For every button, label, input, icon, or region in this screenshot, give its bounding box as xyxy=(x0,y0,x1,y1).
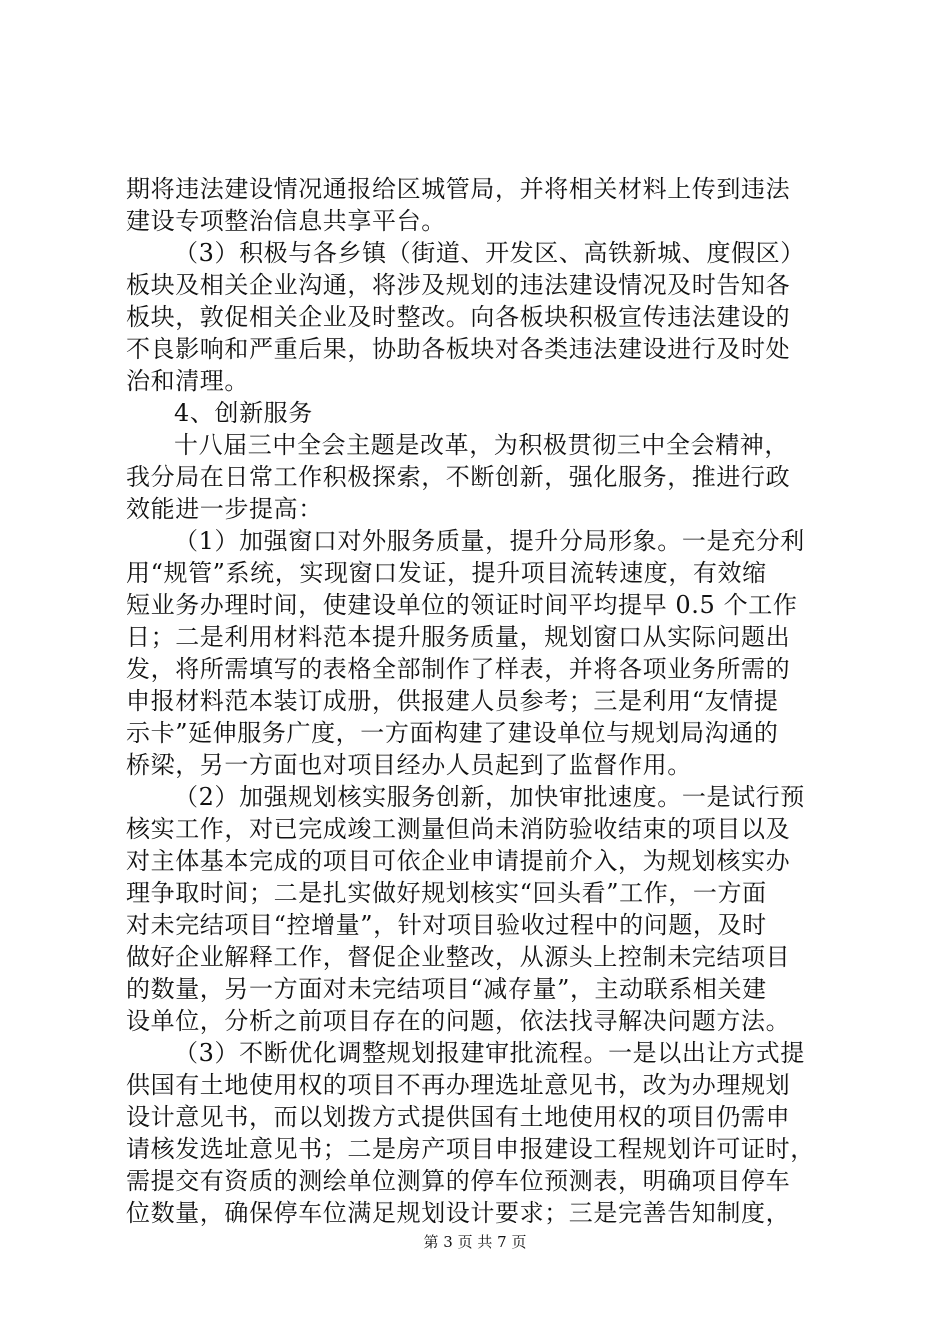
text-line: 用“规管”系统，实现窗口发证，提升项目流转速度，有效缩 xyxy=(126,559,767,587)
text-line: 示卡”延伸服务广度，一方面构建了建设单位与规划局沟通的 xyxy=(126,719,779,747)
text-line: 板块，敦促相关企业及时整改。向各板块积极宣传违法建设的 xyxy=(126,303,791,331)
text-line: （2）加强规划核实服务创新，加快审批速度。一是试行预 xyxy=(174,783,805,811)
section-heading: 4、创新服务 xyxy=(174,399,313,427)
page-number: 第 3 页 共 7 页 xyxy=(423,1233,527,1251)
text-line: 期将违法建设情况通报给区城管局，并将相关材料上传到违法 xyxy=(126,175,791,203)
text-line: 日；二是利用材料范本提升服务质量，规划窗口从实际问题出 xyxy=(126,623,791,651)
text-line: 理争取时间；二是扎实做好规划核实“回头看”工作，一方面 xyxy=(126,879,767,907)
text-line: 治和清理。 xyxy=(126,367,249,395)
text-line: 板块及相关企业沟通，将涉及规划的违法建设情况及时告知各 xyxy=(126,271,791,299)
text-line: 建设专项整治信息共享平台。 xyxy=(126,207,446,235)
text-line: 对主体基本完成的项目可依企业申请提前介入，为规划核实办 xyxy=(126,847,791,875)
text-line: （3）积极与各乡镇（街道、开发区、高铁新城、度假区） xyxy=(174,239,805,267)
text-line: 设单位，分析之前项目存在的问题，依法找寻解决问题方法。 xyxy=(126,1007,791,1035)
text-line: 需提交有资质的测绘单位测算的停车位预测表，明确项目停车 xyxy=(126,1167,791,1195)
text-line: 十八届三中全会主题是改革，为积极贯彻三中全会精神， xyxy=(174,431,789,459)
text-line: 请核发选址意见书；二是房产项目申报建设工程规划许可证时， xyxy=(126,1135,815,1163)
text-line: 设计意见书，而以划拨方式提供国有土地使用权的项目仍需申 xyxy=(126,1103,791,1131)
text-line: （3）不断优化调整规划报建审批流程。一是以出让方式提 xyxy=(174,1039,805,1067)
text-line: （1）加强窗口对外服务质量，提升分局形象。一是充分利 xyxy=(174,527,805,555)
text-line: 短业务办理时间，使建设单位的领证时间平均提早 0.5 个工作 xyxy=(126,591,798,619)
text-line: 不良影响和严重后果，协助各板块对各类违法建设进行及时处 xyxy=(126,335,791,363)
text-line: 位数量，确保停车位满足规划设计要求；三是完善告知制度， xyxy=(126,1199,791,1227)
text-line: 我分局在日常工作积极探索，不断创新，强化服务，推进行政 xyxy=(126,463,791,491)
text-line: 效能进一步提高： xyxy=(126,495,323,523)
text-line: 做好企业解释工作，督促企业整改，从源头上控制未完结项目 xyxy=(126,943,791,971)
text-line: 的数量，另一方面对未完结项目“减存量”，主动联系相关建 xyxy=(126,975,767,1003)
text-line: 供国有土地使用权的项目不再办理选址意见书，改为办理规划 xyxy=(126,1071,791,1099)
text-line: 发，将所需填写的表格全部制作了样表，并将各项业务所需的 xyxy=(126,655,791,683)
text-line: 桥梁，另一方面也对项目经办人员起到了监督作用。 xyxy=(126,751,692,779)
text-line: 核实工作，对已完成竣工测量但尚未消防验收结束的项目以及 xyxy=(126,815,791,843)
text-line: 申报材料范本装订成册，供报建人员参考；三是利用“友情提 xyxy=(126,687,779,715)
text-line: 对未完结项目“控增量”，针对项目验收过程中的问题，及时 xyxy=(126,911,767,939)
